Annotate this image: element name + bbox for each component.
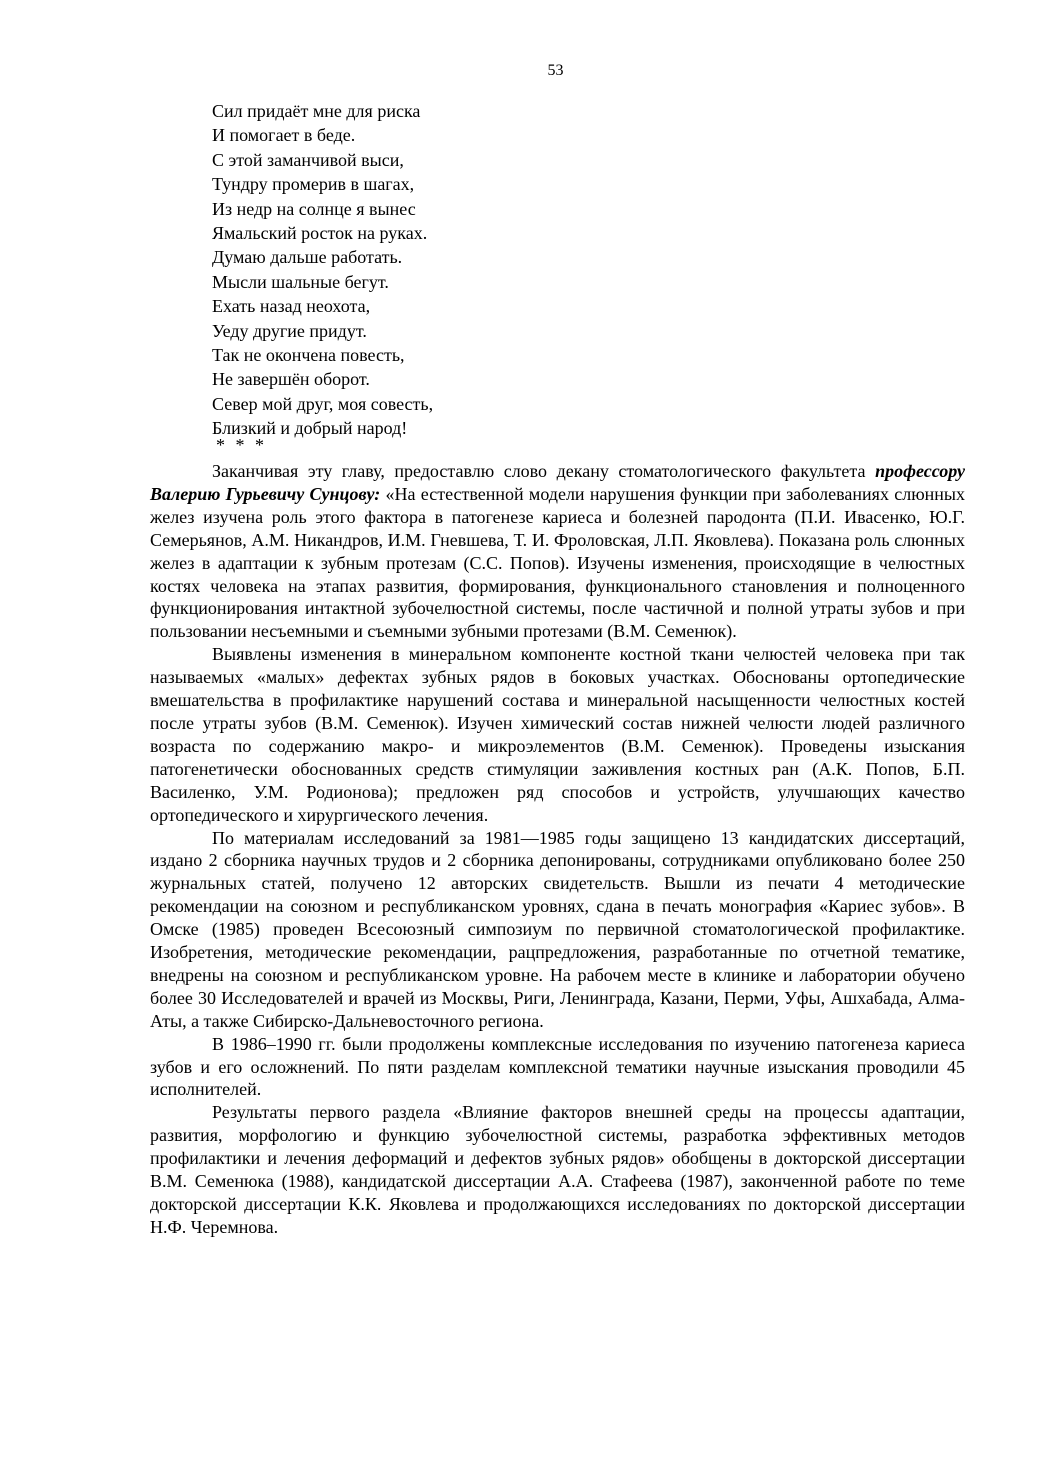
poem-line: Тундру промерив в шагах, [212, 174, 415, 195]
paragraph-3: По материалам исследований за 1981—1985 годы защищено 13 кандидатских диссертаций, издано 2 сборника научных трудов и 2 сборника депонированы, сотрудниками опубликовано более 250 журнальных статей, получено 12 авторских свидетельств. Вышли из печати 4 методические рекомендации на союзном и республиканском уровнях, сдана в печать монография «Кариес зубов». В Омске (1985) проведен Всесоюзный симпозиум по первичной стоматологической профилактике. Изобретения, методические рекомендации, рацпредложения, разработанные по отчетной тематике, внедрены на союзном и республиканском уровне. На рабочем месте в клинике и лаборатории обучено более 30 Исследователей и врачей из Москвы, Риги, Ленинграда, Казани, Перми, Уфы, Ашхабада, Алма-Аты, а также Сибирско-Дальневосточного региона. [150, 827, 965, 1031]
paragraph-2: Выявлены изменения в минеральном компоненте костной ткани челюстей человека при так называемых «малых» дефектах зубных рядов в боковых участках. Обоснованы ортопедические вмешательства в профилактике нарушений состава и минеральной насыщенности челюстных костей после утраты зубов (В.М. Семенюк). Изучен химический состав нижней челюсти людей различного возраста по содержанию макро- и микроэлементов (В.М. Семенюк). Проведены изыскания патогенетически обоснованных средств стимуляции заживления костных ран (А.К. Попов, Б.П. Василенко, У.М. Родионова); предложен ряд способов и устройств, улучшающих качество ортопедического и хирургического лечения. [150, 644, 965, 825]
poem-line: Мысли шальные бегут. [212, 271, 389, 292]
poem [212, 99, 732, 441]
poem-line: Ехать назад неохота, [212, 296, 371, 317]
paragraph-5: Результаты первого раздела «Влияние факторов внешней среды на процессы адаптации, развития, морфологию и функцию зубочелюстной системы, разработка эффективных методов профилактики и лечения деформаций и дефектов зубных рядов» обобщены в докторской диссертации В.М. Семенюка (1988), кандидатской диссертации А.А. Стафеева (1987), законченной работе по теме докторской диссертации К.К. Яковлева и продолжающихся исследованиях по докторской диссертации Н.Ф. Черемнова. [150, 1102, 965, 1237]
paragraph-1-intro: Заканчивая эту главу, предоставлю слово декану стоматологического факультета [212, 461, 876, 481]
section-separator: * * * [216, 435, 267, 455]
page-number: 53 [547, 62, 564, 79]
poem-line: Так не окончена повесть, [212, 345, 405, 366]
poem-line: Сил придаёт мне для риска [212, 101, 421, 121]
poem-line: Уеду другие придут. [212, 320, 367, 341]
paragraph-1-quote: «На естественной модели нарушения функции при заболеваниях слюнных желез изучена роль этого фактора в патогенезе кариеса и болезней пародонта (П.И. Ивасенко, Ю.Г. Семерьянов, А.М. Никандров, И.М. Гневшева, Т. И. Фроловская, Л.П. Яковлева). Показана роль слюнных желез в адаптации к зубным протезам (С.С. Попов). Изучены изменения, происходящие в челюстных костях человека на этапах развития, формирования, функционального становления и полноценного функционирования интактной зубочелюстной системы, после частичной и полной утраты зубов и при пользовании несъемными и съемными зубными протезами (В.М. Семенюк). [150, 483, 965, 642]
poem-line: Из недр на солнце я вынес [212, 198, 416, 219]
poem-line: Ямальский росток на руках. [212, 223, 428, 244]
professor-name: профессору Валерию Гурьевичу Сунцову: [150, 461, 965, 504]
poem-line: Думаю дальше работать. [212, 247, 403, 268]
paragraph-1 [150, 460, 965, 643]
poem-line: Север мой друг, моя совесть, [212, 393, 434, 414]
poem-line: С этой заманчивой выси, [212, 149, 404, 170]
poem-line: Близкий и добрый народ! [212, 418, 408, 439]
poem-line: И помогает в беде. [212, 125, 356, 146]
body-text [150, 460, 965, 1239]
paragraph-4: В 1986–1990 гг. были продолжены комплексные исследования по изучению патогенеза кариеса зубов и его осложнений. По пяти разделам комплексной тематики научные изыскания проводили 45 исполнителей. [150, 1033, 965, 1100]
poem-line: Не завершён оборот. [212, 369, 370, 390]
